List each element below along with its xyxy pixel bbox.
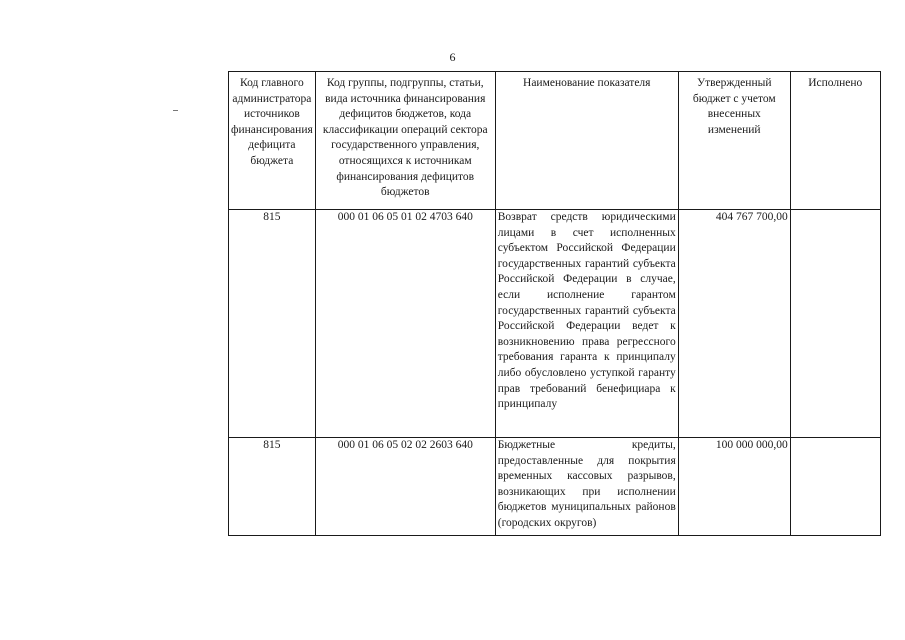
- margin-mark: [173, 110, 178, 111]
- cell-approved-budget: 404 767 700,00: [678, 210, 790, 438]
- header-admin-code: Код главного администратора источников финансирования дефицита бюджета: [229, 72, 316, 210]
- cell-executed: [790, 438, 880, 536]
- cell-indicator-name: Бюджетные кредиты, предоставленные для покрытия временных кассовых разрывов, возникающих при исполнении бюджетов муниципальных районов (городских округов): [495, 438, 678, 536]
- header-executed: Исполнено: [790, 72, 880, 210]
- table-row: [229, 210, 881, 438]
- cell-executed: [790, 210, 880, 438]
- header-approved-budget: Утвержденный бюджет с учетом внесенных изменений: [678, 72, 790, 210]
- budget-sources-table: [228, 71, 881, 536]
- table-header-row: [229, 72, 881, 210]
- cell-indicator-name: Возврат средств юридическими лицами в счет исполненных субъектом Российской Федерации государственных гарантий субъекта Российской Федерации в случае, если исполнение гарантом государственных гарантий субъекта Российской Федерации ведет к возникновению права регрессного требования гаранта к принципалу либо обусловлено уступкой гаранту прав требований бенефициара к принципалу: [495, 210, 678, 438]
- cell-admin-code: 815: [229, 210, 316, 438]
- cell-source-code: 000 01 06 05 01 02 4703 640: [315, 210, 495, 438]
- page-number: 6: [449, 50, 456, 64]
- header-source-code: Код группы, подгруппы, статьи, вида источника финансирования дефицитов бюджетов, кода классификации операций сектора государственного управления, относящихся к источникам финансирования дефицитов бюджетов: [315, 72, 495, 210]
- cell-approved-budget: 100 000 000,00: [678, 438, 790, 536]
- cell-admin-code: 815: [229, 438, 316, 536]
- cell-source-code: 000 01 06 05 02 02 2603 640: [315, 438, 495, 536]
- header-indicator-name: Наименование показателя: [495, 72, 678, 210]
- table-row: [229, 438, 881, 536]
